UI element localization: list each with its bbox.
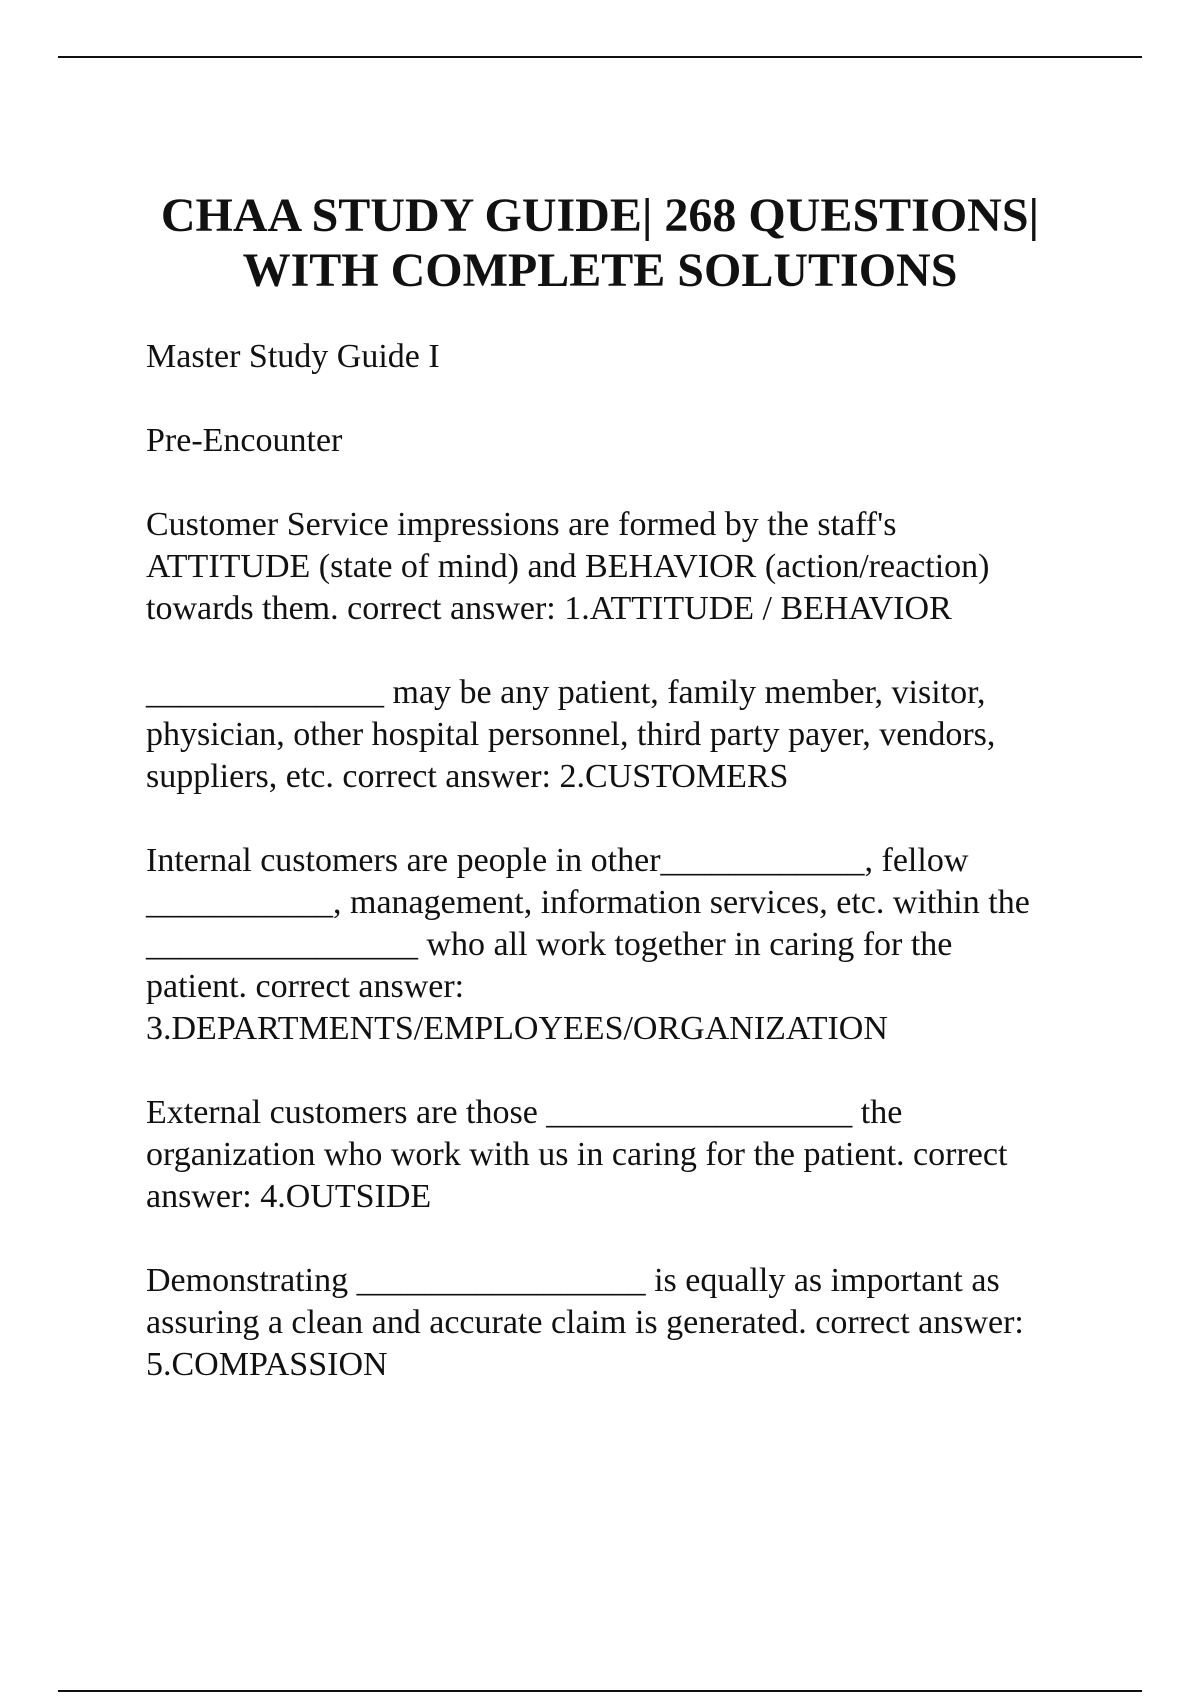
question-paragraph: [146, 840, 1106, 1050]
text-line: suppliers, etc. correct answer: 2.CUSTOMERS: [146, 758, 789, 795]
text-line: ___________, management, information services, etc. within the: [146, 884, 1030, 921]
document-body: [146, 336, 1106, 1428]
text-line: ______________ may be any patient, family member, visitor,: [146, 674, 986, 711]
text-line: ________________ who all work together in caring for the: [146, 926, 953, 963]
text-line: External customers are those __________________ the: [146, 1094, 903, 1131]
question-paragraph: [146, 1260, 1106, 1386]
text-line: physician, other hospital personnel, third party payer, vendors,: [146, 716, 996, 753]
text-line: towards them. correct answer: 1.ATTITUDE / BEHAVIOR: [146, 590, 952, 627]
text-line: Internal customers are people in other____________, fellow: [146, 842, 969, 879]
text-line: 5.COMPASSION: [146, 1346, 388, 1383]
question-paragraph: [146, 672, 1106, 798]
text-line: Demonstrating _________________ is equally as important as: [146, 1262, 1000, 1299]
text-line: Master Study Guide I: [146, 338, 440, 375]
text-line: Customer Service impressions are formed by the staff's: [146, 506, 897, 543]
title-line: CHAA STUDY GUIDE| 268 QUESTIONS|: [160, 189, 1040, 242]
question-paragraph: [146, 1092, 1106, 1218]
text-line: Pre-Encounter: [146, 422, 343, 459]
top-rule: [58, 56, 1142, 58]
question-paragraph: [146, 504, 1106, 630]
document-title: [60, 188, 1140, 298]
text-line: answer: 4.OUTSIDE: [146, 1178, 432, 1215]
text-line: 3.DEPARTMENTS/EMPLOYEES/ORGANIZATION: [146, 1010, 888, 1047]
bottom-rule: [58, 1690, 1142, 1692]
section-heading: [146, 420, 1106, 462]
text-line: organization who work with us in caring for the patient. correct: [146, 1136, 1008, 1173]
text-line: assuring a clean and accurate claim is generated. correct answer:: [146, 1304, 1024, 1341]
text-line: patient. correct answer:: [146, 968, 465, 1005]
text-line: ATTITUDE (state of mind) and BEHAVIOR (action/reaction): [146, 548, 990, 585]
section-heading: [146, 336, 1106, 378]
title-line: WITH COMPLETE SOLUTIONS: [242, 244, 958, 297]
